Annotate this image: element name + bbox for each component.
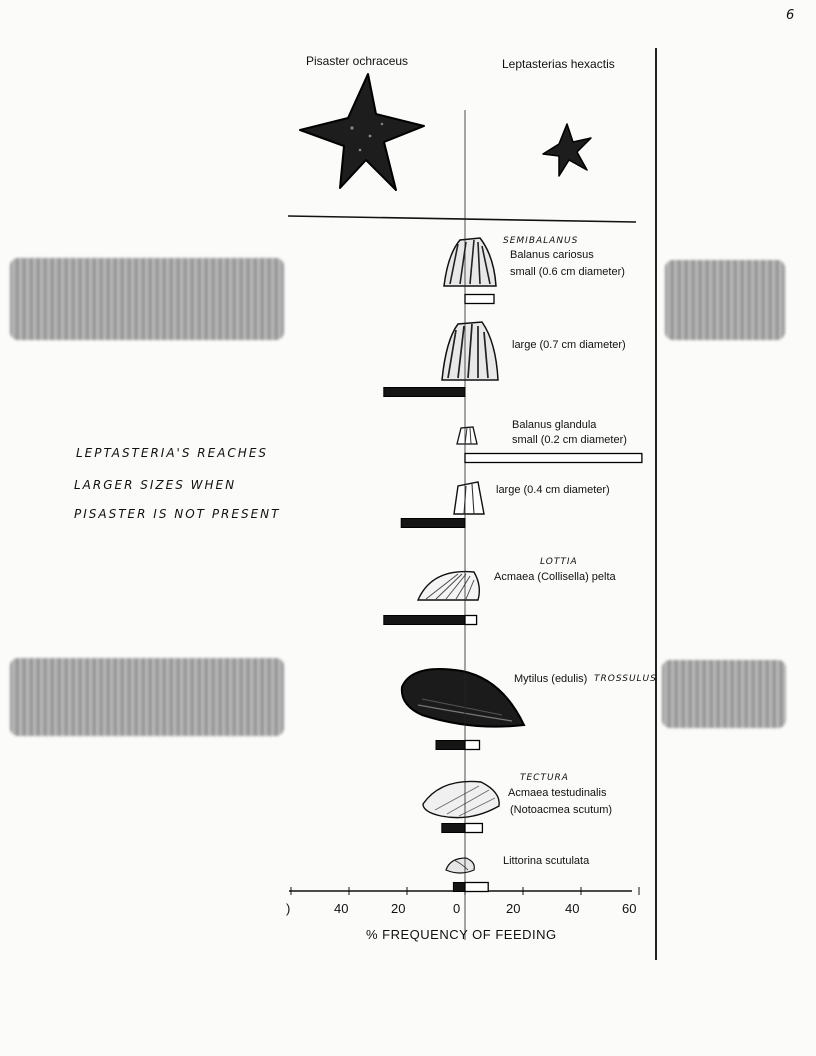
mussel-icon (402, 669, 524, 727)
pisaster-bar (453, 883, 465, 892)
leptasterias-bar (465, 616, 477, 625)
category-label: small (0.2 cm diameter) (512, 434, 627, 446)
handwritten-note-line: PISASTER IS NOT PRESENT (74, 507, 281, 521)
pisaster-bar (442, 824, 465, 833)
barnacle-icon (454, 482, 484, 514)
pisaster-bar (436, 741, 465, 750)
category-label: (Notoacmea scutum) (510, 804, 613, 816)
pisaster-bar (384, 388, 465, 397)
leptasterias-star-icon (543, 124, 591, 176)
x-tick-label: 60 (622, 901, 637, 916)
leptasterias-bar (465, 454, 642, 463)
category-label: Mytilus (edulis) (514, 673, 588, 685)
category-label: Balanus cariosus (510, 249, 594, 261)
leptasterias-bar (465, 824, 482, 833)
category-annotation: TROSSULUS (594, 674, 657, 684)
species-label-pisaster: Pisaster ochraceus (306, 54, 409, 68)
category-label: large (0.7 cm diameter) (512, 339, 626, 351)
category-label: Balanus glandula (512, 419, 597, 431)
header-divider (288, 216, 636, 222)
barnacle-icon (444, 238, 496, 286)
species-label-leptasterias: Leptasterias hexactis (502, 57, 615, 71)
x-tick-label: 20 (391, 901, 406, 916)
category-label: Littorina scutulata (503, 855, 590, 867)
category-label: Acmaea testudinalis (508, 787, 607, 799)
pisaster-star-icon (300, 74, 424, 190)
x-axis-label: % FREQUENCY OF FEEDING (366, 927, 557, 942)
category-label: Acmaea (Collisella) pelta (494, 571, 616, 583)
leptasterias-bar (465, 741, 480, 750)
barnacle-icon (457, 427, 477, 444)
category-annotation: TECTURA (520, 773, 569, 783)
x-tick-label: 20 (506, 901, 521, 916)
leptasterias-bar (465, 883, 488, 892)
snail-icon (446, 858, 474, 873)
leptasterias-bar (465, 295, 494, 304)
handwritten-note-line: LEPTASTERIA'S REACHES (76, 446, 269, 460)
x-tick-label: ) (286, 901, 291, 916)
category-label: large (0.4 cm diameter) (496, 484, 610, 496)
barnacle-icon (442, 322, 498, 380)
pisaster-bar (401, 519, 465, 528)
category-annotation: SEMIBALANUS (503, 236, 579, 246)
limpet-icon (423, 781, 499, 817)
limpet-icon (418, 572, 479, 600)
handwritten-note-line: LARGER SIZES WHEN (74, 478, 237, 492)
x-tick-label: 0 (453, 901, 461, 916)
category-label: small (0.6 cm diameter) (510, 266, 625, 278)
pisaster-bar (384, 616, 465, 625)
x-tick-label: 40 (565, 901, 580, 916)
x-tick-label: 40 (334, 901, 349, 916)
page-number: 6 (786, 8, 795, 23)
category-annotation: LOTTIA (540, 557, 578, 567)
